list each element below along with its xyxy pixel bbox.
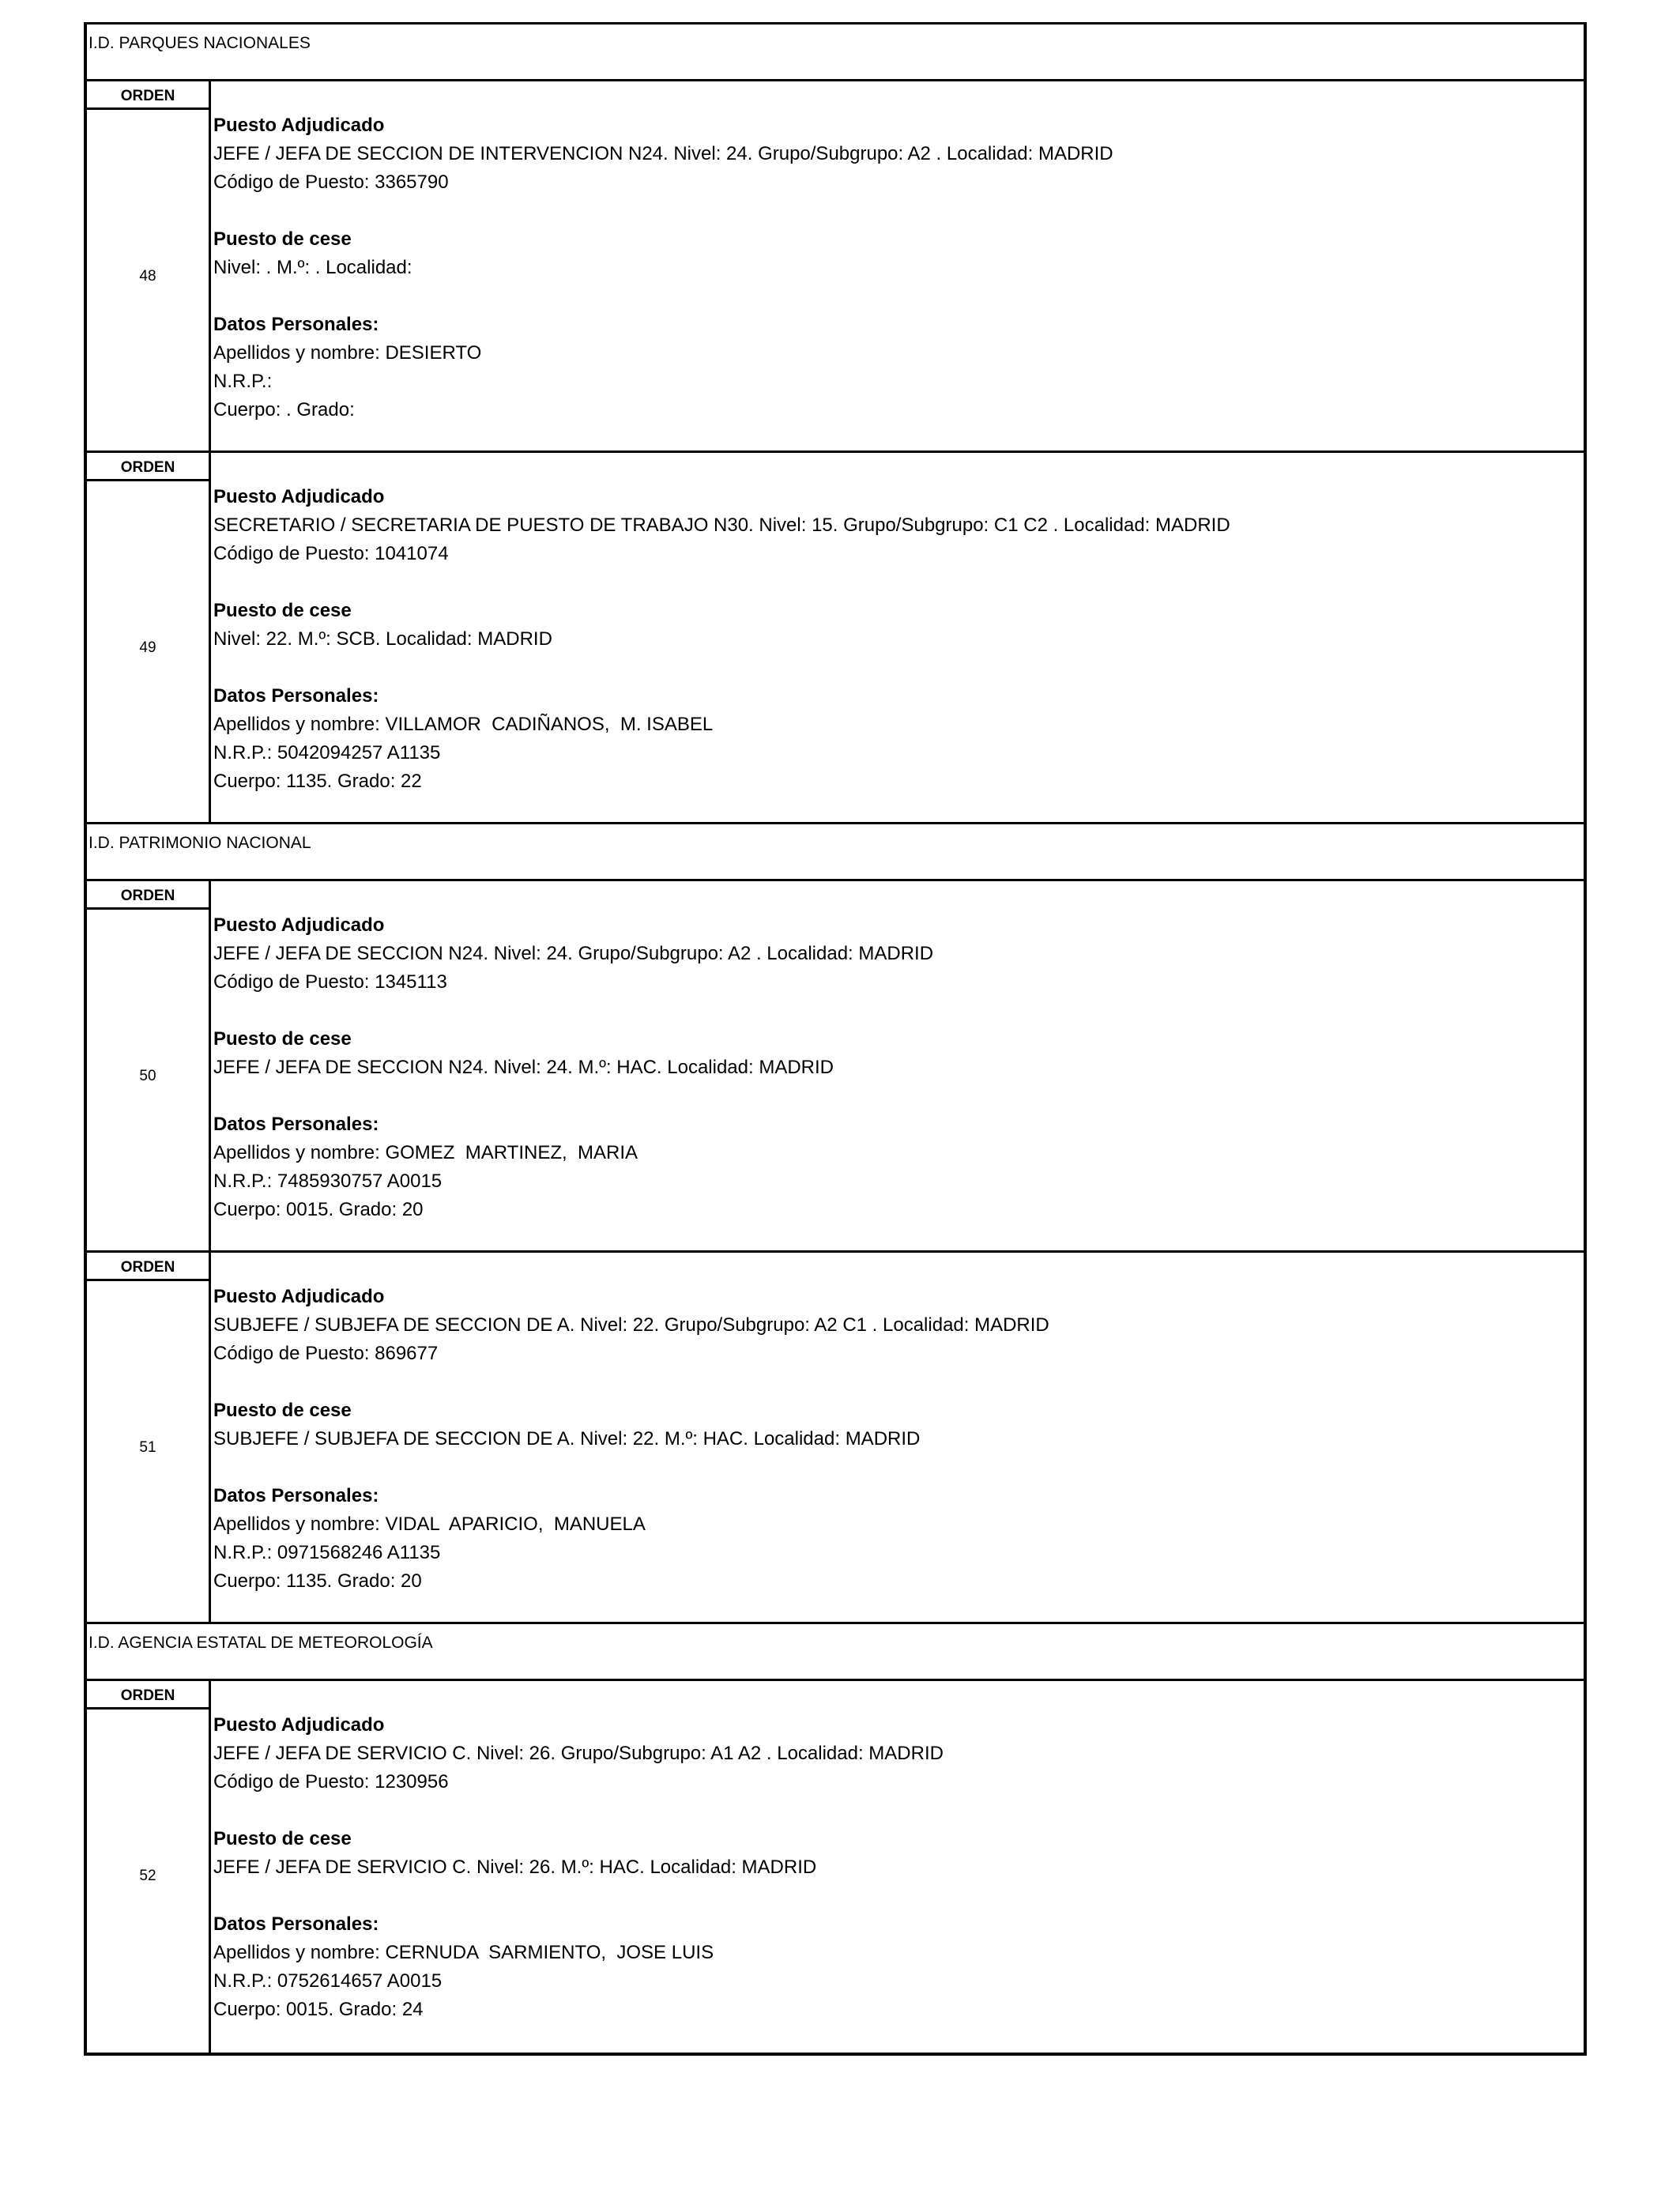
puesto-adjudicado-text: SUBJEFE / SUBJEFA DE SECCION DE A. Nivel: 22. Grupo/Subgrupo: A2 C1 . Localidad: MADRID [213, 1314, 1049, 1336]
codigo-puesto: Código de Puesto: 1041074 [213, 543, 449, 564]
orden-number: 50 [139, 1068, 156, 1084]
puesto-adjudicado-text: JEFE / JEFA DE SERVICIO C. Nivel: 26. Grupo/Subgrupo: A1 A2 . Localidad: MADRID [213, 1743, 944, 1764]
puesto-cese-text: Nivel: 22. M.º: SCB. Localidad: MADRID [213, 628, 552, 650]
orden-label: ORDEN [87, 881, 209, 910]
puesto-adjudicado-text: SECRETARIO / SECRETARIA DE PUESTO DE TRABAJO N30. Nivel: 15. Grupo/Subgrupo: C1 C2 . Localidad: MADRID [213, 515, 1230, 536]
document-table [84, 22, 1587, 2056]
orden-column [87, 1681, 211, 2053]
datos-personales-heading: Datos Personales: [213, 1485, 379, 1506]
orden-label: ORDEN [87, 453, 209, 481]
apellidos-nombre: Apellidos y nombre: VIDAL APARICIO, MANUELA [213, 1514, 646, 1535]
orden-column [87, 81, 211, 450]
puesto-adjudicado-text: JEFE / JEFA DE SECCION N24. Nivel: 24. Grupo/Subgrupo: A2 . Localidad: MADRID [213, 943, 934, 964]
puesto-adjudicado-heading: Puesto Adjudicado [213, 914, 385, 936]
cuerpo-grado: Cuerpo: 1135. Grado: 20 [213, 1570, 422, 1592]
orden-number: 48 [139, 268, 156, 285]
puesto-cese-heading: Puesto de cese [213, 228, 352, 250]
nrp: N.R.P.: 0752614657 A0015 [213, 1970, 443, 1992]
orden-column [87, 1253, 211, 1622]
puesto-adjudicado-heading: Puesto Adjudicado [213, 1286, 385, 1307]
orden-label: ORDEN [87, 1681, 209, 1710]
puesto-adjudicado-heading: Puesto Adjudicado [213, 115, 385, 136]
datos-personales-heading: Datos Personales: [213, 685, 379, 707]
apellidos-nombre: Apellidos y nombre: GOMEZ MARTINEZ, MARIA [213, 1142, 638, 1163]
section-header: I.D. PARQUES NACIONALES [87, 25, 1584, 81]
section-header: I.D. AGENCIA ESTATAL DE METEOROLOGÍA [87, 1624, 1584, 1681]
orden-label: ORDEN [87, 81, 209, 110]
cuerpo-grado: Cuerpo: 0015. Grado: 20 [213, 1199, 424, 1220]
orden-column [87, 881, 211, 1250]
puesto-cese-heading: Puesto de cese [213, 1828, 352, 1849]
entry-content [213, 111, 1580, 424]
nrp: N.R.P.: [213, 371, 273, 392]
datos-personales-heading: Datos Personales: [213, 314, 379, 335]
section-header: I.D. PATRIMONIO NACIONAL [87, 824, 1584, 881]
entry-content [213, 1711, 1580, 2024]
entry-row [87, 81, 1584, 453]
entry-content [213, 1283, 1580, 1596]
puesto-cese-text: SUBJEFE / SUBJEFA DE SECCION DE A. Nivel: 22. M.º: HAC. Localidad: MADRID [213, 1428, 921, 1449]
apellidos-nombre: Apellidos y nombre: DESIERTO [213, 342, 482, 364]
puesto-cese-heading: Puesto de cese [213, 1028, 352, 1050]
datos-personales-heading: Datos Personales: [213, 1114, 379, 1135]
puesto-adjudicado-heading: Puesto Adjudicado [213, 486, 385, 507]
entry-row [87, 1253, 1584, 1624]
cuerpo-grado: Cuerpo: 1135. Grado: 22 [213, 771, 422, 792]
puesto-cese-text: JEFE / JEFA DE SERVICIO C. Nivel: 26. M.º: HAC. Localidad: MADRID [213, 1857, 817, 1878]
apellidos-nombre: Apellidos y nombre: VILLAMOR CADIÑANOS, M. ISABEL [213, 714, 714, 735]
nrp: N.R.P.: 0971568246 A1135 [213, 1542, 441, 1563]
entry-row [87, 881, 1584, 1253]
orden-column [87, 453, 211, 822]
orden-label: ORDEN [87, 1253, 209, 1281]
codigo-puesto: Código de Puesto: 3365790 [213, 172, 449, 193]
codigo-puesto: Código de Puesto: 1230956 [213, 1771, 449, 1793]
apellidos-nombre: Apellidos y nombre: CERNUDA SARMIENTO, JOSE LUIS [213, 1942, 714, 1963]
cuerpo-grado: Cuerpo: 0015. Grado: 24 [213, 1999, 424, 2020]
orden-number: 51 [139, 1439, 156, 1456]
datos-personales-heading: Datos Personales: [213, 1913, 379, 1935]
nrp: N.R.P.: 7485930757 A0015 [213, 1171, 443, 1192]
codigo-puesto: Código de Puesto: 1345113 [213, 971, 447, 993]
entry-row [87, 1681, 1584, 2053]
cuerpo-grado: Cuerpo: . Grado: [213, 399, 355, 420]
puesto-adjudicado-text: JEFE / JEFA DE SECCION DE INTERVENCION N24. Nivel: 24. Grupo/Subgrupo: A2 . Localidad: MADRID [213, 143, 1113, 164]
puesto-cese-text: Nivel: . M.º: . Localidad: [213, 257, 412, 278]
orden-number: 49 [139, 639, 156, 656]
puesto-cese-text: JEFE / JEFA DE SECCION N24. Nivel: 24. M.º: HAC. Localidad: MADRID [213, 1057, 834, 1078]
puesto-cese-heading: Puesto de cese [213, 1400, 352, 1421]
puesto-adjudicado-heading: Puesto Adjudicado [213, 1714, 385, 1736]
entry-row [87, 453, 1584, 824]
puesto-cese-heading: Puesto de cese [213, 600, 352, 621]
codigo-puesto: Código de Puesto: 869677 [213, 1343, 439, 1364]
entry-content [213, 911, 1580, 1224]
entry-content [213, 483, 1580, 796]
table-frame [84, 22, 1587, 2056]
orden-number: 52 [139, 1868, 156, 1884]
nrp: N.R.P.: 5042094257 A1135 [213, 742, 441, 763]
